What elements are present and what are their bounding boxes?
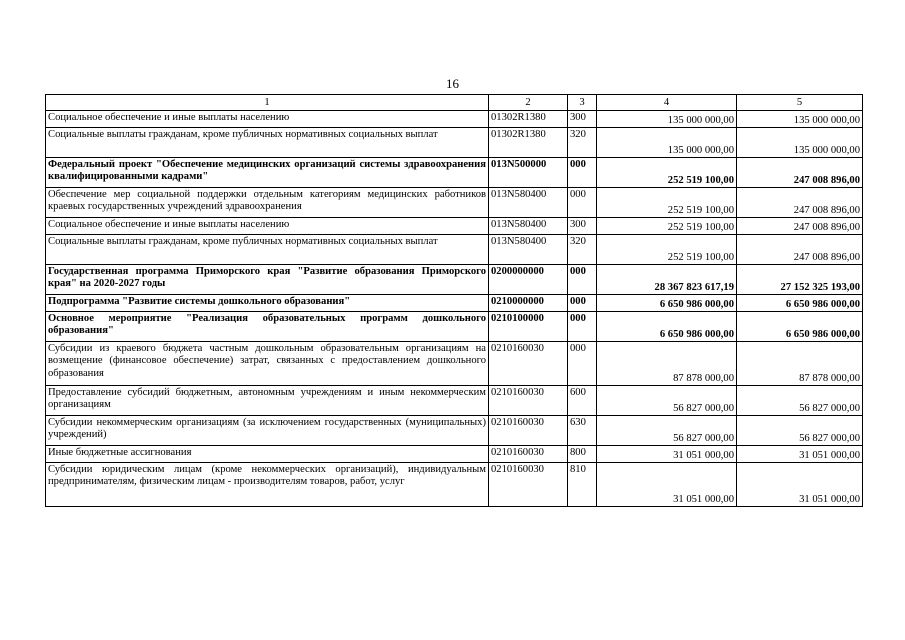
row-amount2-cell: 247 008 896,00 [737,158,863,188]
row-amount1-cell: 28 367 823 617,19 [597,265,737,295]
row-amount1-cell: 252 519 100,00 [597,235,737,265]
row-amount2-cell: 247 008 896,00 [737,218,863,235]
row-code-cell: 013N580400 [489,235,568,265]
row-amount1-cell: 31 051 000,00 [597,446,737,463]
row-amount2-cell: 6 650 986 000,00 [737,295,863,312]
row-amount1-cell: 31 051 000,00 [597,463,737,507]
row-vr-cell: 000 [568,342,597,386]
row-name-cell: Социальное обеспечение и иные выплаты населению [46,218,489,235]
row-code-cell: 013N580400 [489,218,568,235]
table-row [46,342,863,386]
row-name-cell: Субсидии некоммерческим организациям (за исключением государственных (муниципальных) учреждений) [46,416,489,446]
row-amount2-cell: 87 878 000,00 [737,342,863,386]
row-vr-cell: 320 [568,128,597,158]
row-amount2-cell: 31 051 000,00 [737,446,863,463]
row-code-cell: 0210160030 [489,463,568,507]
row-vr-cell: 300 [568,111,597,128]
row-code-cell: 013N500000 [489,158,568,188]
row-vr-cell: 810 [568,463,597,507]
row-vr-cell: 000 [568,188,597,218]
row-amount2-cell: 56 827 000,00 [737,386,863,416]
row-amount2-cell: 135 000 000,00 [737,111,863,128]
row-name-cell: Государственная программа Приморского края "Развитие образования Приморского края" на 2020-2027 годы [46,265,489,295]
table-row [46,312,863,342]
row-amount2-cell: 6 650 986 000,00 [737,312,863,342]
row-vr-cell: 000 [568,158,597,188]
row-code-cell: 0210160030 [489,416,568,446]
row-code-cell: 0210160030 [489,342,568,386]
table-row [46,386,863,416]
row-amount1-cell: 135 000 000,00 [597,111,737,128]
row-code-cell: 013N580400 [489,188,568,218]
table-row [46,463,863,507]
row-amount1-cell: 56 827 000,00 [597,386,737,416]
table-row [46,128,863,158]
header-row [46,95,863,111]
row-code-cell: 0210160030 [489,386,568,416]
row-name-cell: Субсидии из краевого бюджета частным дошкольным образовательным организациям на возмещение (финансовое обеспечение) затрат, связанных с предоставлением дошкольного образования [46,342,489,386]
header-cell-amount2: 5 [737,95,863,111]
row-code-cell: 0200000000 [489,265,568,295]
row-amount1-cell: 252 519 100,00 [597,158,737,188]
row-vr-cell: 000 [568,312,597,342]
table-row [46,111,863,128]
table-row [46,235,863,265]
row-name-cell: Социальное обеспечение и иные выплаты населению [46,111,489,128]
row-amount2-cell: 247 008 896,00 [737,188,863,218]
row-amount1-cell: 6 650 986 000,00 [597,295,737,312]
header-cell-name: 1 [46,95,489,111]
row-amount2-cell: 27 152 325 193,00 [737,265,863,295]
row-code-cell: 0210100000 [489,312,568,342]
row-amount2-cell: 247 008 896,00 [737,235,863,265]
row-vr-cell: 600 [568,386,597,416]
row-name-cell: Обеспечение мер социальной поддержки отдельным категориям медицинских работников краевых государственных учреждений здравоохранения [46,188,489,218]
row-name-cell: Иные бюджетные ассигнования [46,446,489,463]
table-row [46,446,863,463]
row-vr-cell: 320 [568,235,597,265]
row-name-cell: Федеральный проект "Обеспечение медицинских организаций системы здравоохранения квалифицированными кадрами" [46,158,489,188]
budget-table [45,94,863,507]
row-name-cell: Социальные выплаты гражданам, кроме публичных нормативных социальных выплат [46,235,489,265]
header-cell-amount1: 4 [597,95,737,111]
row-amount1-cell: 252 519 100,00 [597,188,737,218]
row-amount1-cell: 6 650 986 000,00 [597,312,737,342]
row-vr-cell: 300 [568,218,597,235]
row-code-cell: 0210000000 [489,295,568,312]
page-number: 16 [446,76,459,91]
row-amount1-cell: 252 519 100,00 [597,218,737,235]
row-vr-cell: 000 [568,295,597,312]
table-row [46,416,863,446]
row-vr-cell: 630 [568,416,597,446]
row-name-cell: Субсидии юридическим лицам (кроме некоммерческих организаций), индивидуальным предпринимателям, физическим лицам - производителям товаров, работ, услуг [46,463,489,507]
row-amount2-cell: 135 000 000,00 [737,128,863,158]
row-code-cell: 01302R1380 [489,128,568,158]
row-amount1-cell: 56 827 000,00 [597,416,737,446]
row-name-cell: Предоставление субсидий бюджетным, автономным учреждениям и иным некоммерческим организациям [46,386,489,416]
table-body [46,111,863,507]
row-amount2-cell: 31 051 000,00 [737,463,863,507]
table-row [46,188,863,218]
table-row [46,158,863,188]
row-amount1-cell: 135 000 000,00 [597,128,737,158]
row-code-cell: 0210160030 [489,446,568,463]
table-row [46,265,863,295]
row-name-cell: Подпрограмма "Развитие системы дошкольного образования" [46,295,489,312]
row-amount1-cell: 87 878 000,00 [597,342,737,386]
row-name-cell: Социальные выплаты гражданам, кроме публичных нормативных социальных выплат [46,128,489,158]
row-name-cell: Основное мероприятие "Реализация образовательных программ дошкольного образования" [46,312,489,342]
row-vr-cell: 000 [568,265,597,295]
row-vr-cell: 800 [568,446,597,463]
table-row [46,295,863,312]
header-cell-vr: 3 [568,95,597,111]
header-cell-code: 2 [489,95,568,111]
row-code-cell: 01302R1380 [489,111,568,128]
table-row [46,218,863,235]
row-amount2-cell: 56 827 000,00 [737,416,863,446]
